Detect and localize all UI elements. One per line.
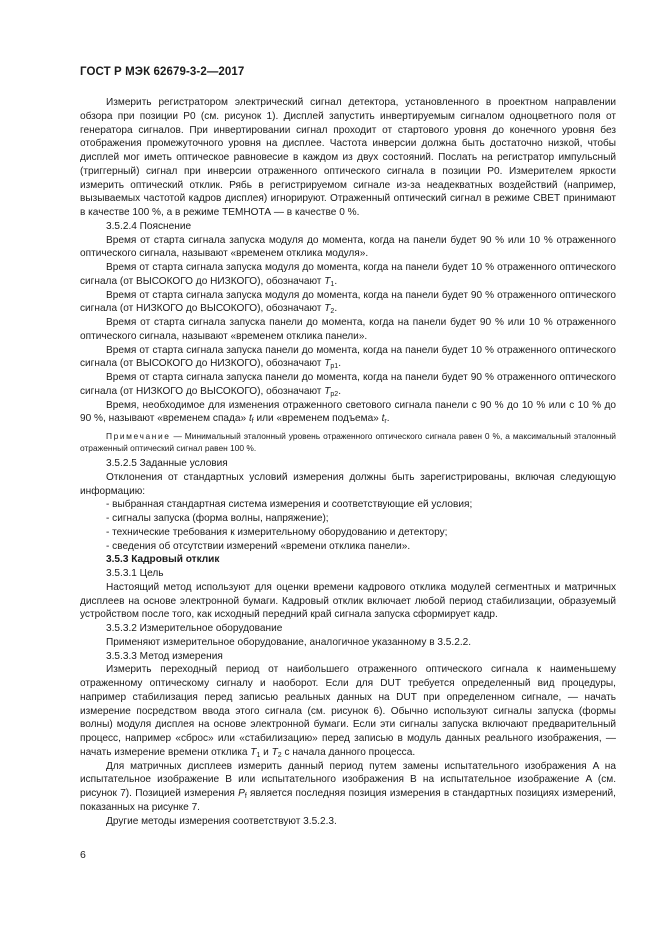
subscript: 2 [277, 751, 282, 759]
section-heading: 3.5.2.5 Заданные условия [106, 458, 228, 469]
list-item: - сигналы запуска (форма волны, напряжение); [106, 513, 329, 524]
subscript: 1 [330, 280, 335, 288]
paragraph [80, 760, 616, 815]
variable: T [324, 275, 331, 287]
variable: T [324, 385, 331, 397]
page-number: 6 [80, 849, 86, 861]
section-heading: 3.5.2.4 Пояснение [106, 220, 192, 232]
subscript: p1 [330, 363, 339, 371]
paragraph: Время от старта сигнала запуска модуля до момента, когда на панели будет 10 % отраженного оптического сигнала (от ВЫСОКОГО до НИЗКОГО), обозначают $T_1$. [80, 262, 616, 288]
subscript: 2 [330, 308, 335, 316]
section-heading: 3.5.3.2 Измерительное оборудование [106, 623, 283, 634]
subscript: r [384, 418, 387, 426]
subscript: p2 [330, 390, 339, 398]
paragraph: Время от старта сигнала запуска панели до момента, когда на панели будет 10 % отраженного оптического сигнала (от ВЫСОКОГО до НИЗКОГО), обозначают $T_{p1}$. [80, 344, 616, 371]
paragraph-text: Измерить переходный период от наибольшего отраженного оптического сигнала к наименьшему отраженному оптическому сигналу и наоборот. Если для DUT требуется определенный вид процедуры, например стабилизация перед записью реальных данных на DUT при определенном сигнале, — начать измерение посредством ввода этого сигнала (см. рисунок 6). Обычно используют сигналы запуска (формы волны) модуля дисплея на основе электронной бумаги. Если эти сигналы запуска включают предварительный процесс, например «сброс» или «стабилизацию» перед записью в модуль данных реального изображения, — начать измерение времени отклика [80, 664, 616, 758]
paragraph: Отклонения от стандартных условий измерения должны быть зарегистрированы, включая следующую информацию: [80, 471, 616, 497]
paragraph: Время от старта сигнала запуска модуля до момента, когда на панели будет 90 % или 10 % отраженного оптического сигнала, называют «временем отклика модуля». [80, 234, 616, 260]
list-item: - выбранная стандартная система измерения и соответствующие ей условия; [106, 499, 473, 511]
paragraph-text: или «временем подъема» [253, 413, 382, 425]
note [80, 431, 616, 454]
paragraph: Время от старта сигнала запуска панели до момента, когда на панели будет 90 % или 10 % отраженного оптического сигнала, называют «временем отклика панели». [80, 317, 616, 342]
subscript: f [244, 793, 247, 800]
paragraph-text: Для матричных дисплеев измерить данный период путем замены испытательного изображения A на испытательное изображение B или испытательного изображения B на испытательное изображение A (см. рисунок 7). Позицией измерения [80, 760, 616, 799]
subscript: f [251, 418, 254, 426]
variable: P [238, 788, 245, 799]
variable: t [248, 413, 252, 425]
note-text: — Минимальный эталонный уровень отраженного оптического сигнала равен 0 %, а максимальный эталонный отраженный оптический сигнал равен 100 %. [80, 431, 616, 453]
paragraph-text: Время, необходимое для изменения отраженного светового сигнала панели с 90 % до 10 % или с 10 % до 90 %, называют «временем спада» [80, 399, 616, 425]
paragraph-text: Время от старта сигнала запуска модуля до момента, когда на панели будет 90 % отраженного оптического сигнала (от НИЗКОГО до ВЫСОКОГО), обозначают [80, 289, 616, 315]
section-heading: 3.5.3.1 Цель [106, 568, 164, 579]
variable: T [250, 746, 257, 758]
document-body [80, 96, 616, 828]
paragraph: Другие методы измерения соответствуют 3.5.2.3. [106, 815, 337, 827]
paragraph [80, 663, 616, 759]
paragraph: Настоящий метод используют для оценки времени кадрового отклика модулей сегментных и матричных дисплеев на основе электронной бумаги. Кадровый отклик включает любой период стабилизации, образуемый устройством после того, как исходный передний край сигнала запуска сформирует кадр. [80, 581, 616, 621]
paragraph-text: Время от старта сигнала запуска модуля до момента, когда на панели будет 10 % отраженного оптического сигнала (от ВЫСОКОГО до НИЗКОГО), обозначают [80, 262, 616, 287]
variable: T [271, 746, 278, 758]
paragraph: Время, необходимое для изменения отраженного светового сигнала панели с 90 % до 10 % или с 10 % до 90 %, называют «временем спада» $t_f$ или «временем подъема» $t_r$. [80, 399, 616, 426]
note-label: Примечание [106, 431, 171, 441]
paragraph-text: Время от старта сигнала запуска панели до момента, когда на панели будет 10 % отраженного оптического сигнала (от ВЫСОКОГО до НИЗКОГО), обозначают [80, 344, 616, 370]
paragraph: Время от старта сигнала запуска панели до момента, когда на панели будет 90 % отраженного оптического сигнала (от НИЗКОГО до ВЫСОКОГО), обозначают $T_{p2}$. [80, 372, 616, 398]
paragraph-text: и [260, 746, 272, 758]
paragraph-text: Время от старта сигнала запуска панели до момента, когда на панели будет 90 % отраженного оптического сигнала (от НИЗКОГО до ВЫСОКОГО), обозначают [80, 372, 616, 397]
variable: t [381, 413, 385, 425]
section-heading: 3.5.3.3 Метод измерения [106, 650, 223, 662]
paragraph: Время от старта сигнала запуска модуля до момента, когда на панели будет 90 % отраженного оптического сигнала (от НИЗКОГО до ВЫСОКОГО), обозначают $T_2$. [80, 289, 616, 316]
paragraph: Применяют измерительное оборудование, аналогичное указанному в 3.5.2.2. [106, 636, 472, 648]
subscript: 1 [256, 751, 261, 759]
variable: T [324, 358, 331, 370]
document-header: ГОСТ Р МЭК 62679-3-2—2017 [80, 66, 245, 78]
section-heading-bold: 3.5.3 Кадровый отклик [106, 554, 220, 566]
paragraph-text: является последняя позиция измерения в стандартных позициях измерений, показанных на рисунке 7. [80, 788, 616, 813]
list-item: - сведения об отсутствии измерений «времени отклика панели». [106, 540, 411, 552]
paragraph: Измерить регистратором электрический сигнал детектора, установленного в проектном направлении обзора при позиции P0 (см. рисунок 1). Дисплей запустить инвертируемым сигналом одноцветного поля от генератора сигналов. При инвертировании сигнал проходит от стартового уровня до конечного уровня без отображения промежуточного уровня на дисплее. Частота инверсии должна быть достаточно низкой, чтобы дисплей мог иметь оптическое равновесие в каждом из двух состояний. Послать на регистратор импульсный (триггерный) сигнал при инверсии отраженного оптического сигнала в позиции P0. Измерителем яркости измерить оптический отклик. Рябь в регистрируемом сигнале из-за неадекватных воздействий (например, вызываемых частотой кадров дисплея) игнорируют. Отраженный оптический сигнал в режиме СВЕТ принимают в качестве 100 %, а в режиме ТЕМНОТА — в качестве 0 %. [80, 97, 616, 218]
variable: T [324, 303, 331, 315]
list-item: - технические требования к измерительному оборудованию и детектору; [106, 526, 448, 538]
paragraph-text: с начала данного процесса. [281, 746, 416, 758]
